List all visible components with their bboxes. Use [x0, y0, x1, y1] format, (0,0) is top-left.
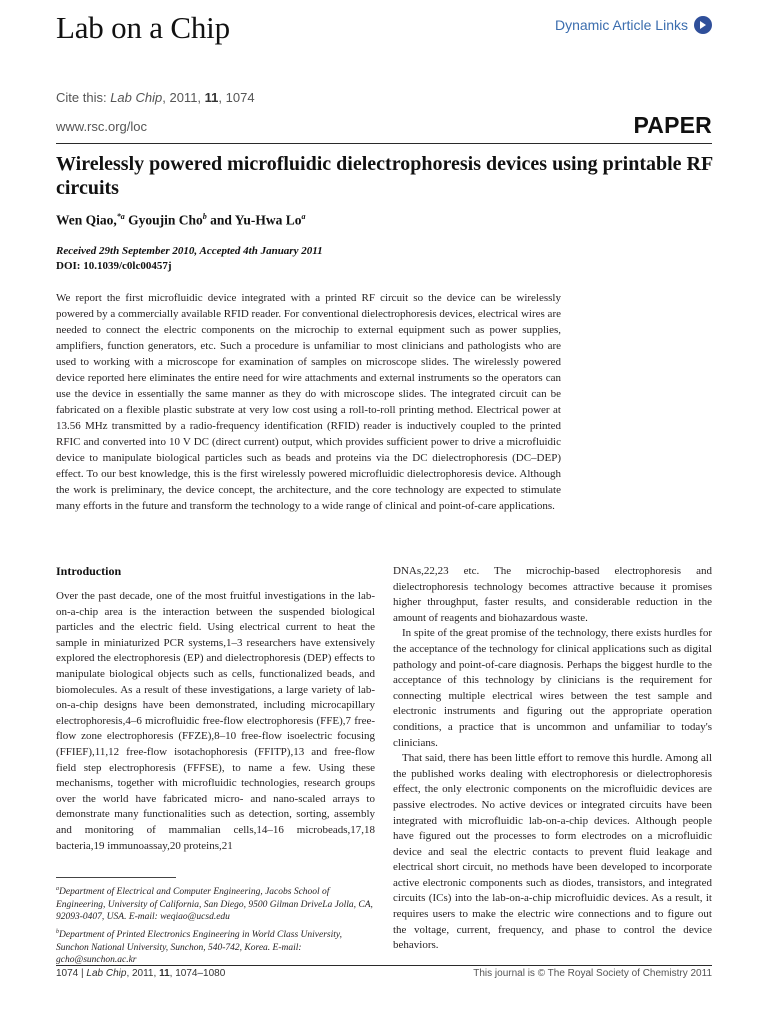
author-name: Gyoujin Cho [124, 212, 203, 228]
section-heading-introduction: Introduction [56, 564, 122, 578]
footnote [56, 883, 375, 924]
author-name: Wen Qiao, [56, 212, 117, 228]
cite-page: , 1074 [218, 90, 255, 105]
footnote-text: Department of Printed Electronics Engineering in World Class University, Sunchon National University, Sunchon, 540-742, Korea. E-mail: gcho@sunchon.ac.kr [56, 930, 342, 966]
author-name: and Yu-Hwa Lo [206, 212, 302, 228]
footer-volume: 11 [159, 968, 170, 979]
author-list [56, 212, 305, 229]
author-affiliation: b [202, 212, 207, 221]
citation-line [56, 90, 255, 105]
footnote-text: Department of Electrical and Computer Engineering, Jacobs School of Engineering, University of California, San Diego, 9500 Gilman DriveLa Jolla, CA, 92093-0407, USA. E-mail: weqiao@ucsd.edu [56, 887, 373, 923]
body-paragraph: In spite of the great promise of the technology, there exists hurdles for the acceptance of the technology for clinical applications such as digital pathology and point-of-care diagnosis. Perhaps the biggest hurdle to the acceptance of this technology by clinicians is the requirement for connecting multiple electrical wires between the test sample and electronic instruments and figuring out the appropriate operation conditions, a practice that is uncommon and unfamiliar to today's clinicians. [393, 627, 712, 749]
footer-journal: Lab Chip [86, 968, 127, 979]
footer-year: , 2011, [126, 968, 160, 979]
author-affiliation: a [301, 212, 306, 221]
play-arrow-icon[interactable] [694, 16, 712, 34]
doi: DOI: 10.1039/c0lc00457j [56, 260, 172, 272]
body-paragraph: DNAs,22,23 etc. The microchip-based electrophoresis and dielectrophoresis technology becomes attractive because it promises higher throughput, faster results, and considerable reduction in the amount of reagents and biohazardous waste. [393, 565, 712, 624]
page-number: 1074 [56, 968, 79, 979]
cite-year: , 2011, [162, 90, 205, 105]
cite-journal: Lab Chip [110, 90, 163, 105]
footer-citation [56, 968, 225, 979]
body-paragraph: That said, there has been little effort to remove this hurdle. Among all the published works dealing with electrophoresis or dielectrophoresis effect, the only electronic components on the microfluidic devices are passive electrodes. No active devices or integrated circuits have been integrated with microfluidic lab-on-a-chip devices. Although people have figured out the processes to form electrodes on a microfluidic device and seal the electric contacts to prevent fluid leakage and electrical short circuit, no methods have been developed to incorporate active electronic components such as diodes, transistors, and integrated circuits (ICs) into the lab-on-a-chip microfluidic devices. As a result, it requires users to make the electric wire connections and to figure out the voltage, current, frequency, and phase to control the device behaviors. [393, 752, 712, 952]
journal-url-link[interactable]: www.rsc.org/loc [56, 119, 148, 134]
dynamic-article-links[interactable] [555, 16, 712, 34]
footnote-mark: b [56, 928, 59, 935]
copyright-notice: This journal is © The Royal Society of Chemistry 2011 [473, 968, 712, 979]
body-column-left [56, 564, 375, 854]
author-affiliation: *a [116, 212, 125, 221]
paper-type-label: PAPER [633, 112, 712, 138]
journal-title: Lab on a Chip [56, 10, 230, 45]
abstract: We report the first microfluidic device integrated with a printed RF circuit so the device can be wirelessly powered by a commercially available RFID reader. For conventional dielectrophoresis devices, electrical wires are needed to connect the electric components on the microchip to external equipment such as power supplies, amplifiers, function generators, etc. Such a procedure is unfamiliar to most clinicians and pathologists who are used to working with a microscope for examination of samples on microscope slides. The wirelessly powered device reported here eliminates the entire need for wire attachments and external instruments so the operators can use the device in essentially the same manner as they do with microscope slides. The integrated circuit can be fabricated on a flexible plastic substrate at very low cost using a roll-to-roll printing method. Electrical power at 13.56 MHz transmitted by a radio-frequency identification (RFID) reader is inductively coupled to the printed RFIC and converted into 10 V DC (direct current) output, which provides sufficient power to drive a microfluidic device to manipulate biological particles such as beads and proteins via the DC dielectrophoresis (DC–DEP) effect. To our best knowledge, this is the first wirelessly powered microfluidic dielectrophoresis device. Although the work is preliminary, the device concept, the architecture, and the core technology are expected to stimulate many efforts in the future and transform the technology to a wide range of clinical and point-of-care applications. [56, 292, 561, 512]
cite-volume: 11 [204, 90, 219, 105]
header-divider [56, 143, 712, 144]
article-title: Wirelessly powered microfluidic dielectrophoresis devices using printable RF circuits [56, 153, 713, 199]
footnote-mark: a [56, 886, 59, 892]
body-paragraph: Over the past decade, one of the most fruitful investigations in the lab-on-a-chip area is the interaction between the suspended biological particles and the electric field. Using electrical current to heat the sample in miniaturized PCR systems,1–3 researchers have extensively explored the electrophoresis (EP) and dielectrophoresis (DEP) effects to manipulate biological objects such as cells, functionalized beads, and biomolecules. As a result of these investigations, a large variety of lab-on-a-chip designs have been demonstrated, including microcapillary electrophoresis,4–6 microfluidic free-flow electrophoresis (FFE),7 free-flow zone electrophoresis (FFZE),8–10 free-flow isoelectric focusing (FFIEF),11,12 free-flow isotachophoresis (FFITP),13 and free-flow field step electrophoresis (FFFSE), to name a few. Using these mechanisms, together with microfluidic technologies, research groups over the world have fabricated micro- and nano-scaled arrays to demonstrate many functionalities such as detection, sorting, assembly and monitoring of mammalian cells,14–16 microbeads,17,18 bacteria,19 immunoassay,20 proteins,21 [56, 590, 375, 852]
footer-divider [56, 965, 712, 966]
affiliation-footnotes [56, 883, 375, 969]
body-column-right [393, 564, 712, 954]
received-dates: Received 29th September 2010, Accepted 4th January 2011 [56, 245, 323, 257]
footnote-divider [56, 877, 176, 878]
footnote [56, 926, 375, 967]
dynamic-links-label[interactable]: Dynamic Article Links [554, 17, 688, 33]
cite-prefix: Cite this: [56, 90, 107, 105]
footer-pages: , 1074–1080 [169, 968, 226, 979]
footer-separator: | [78, 968, 87, 979]
